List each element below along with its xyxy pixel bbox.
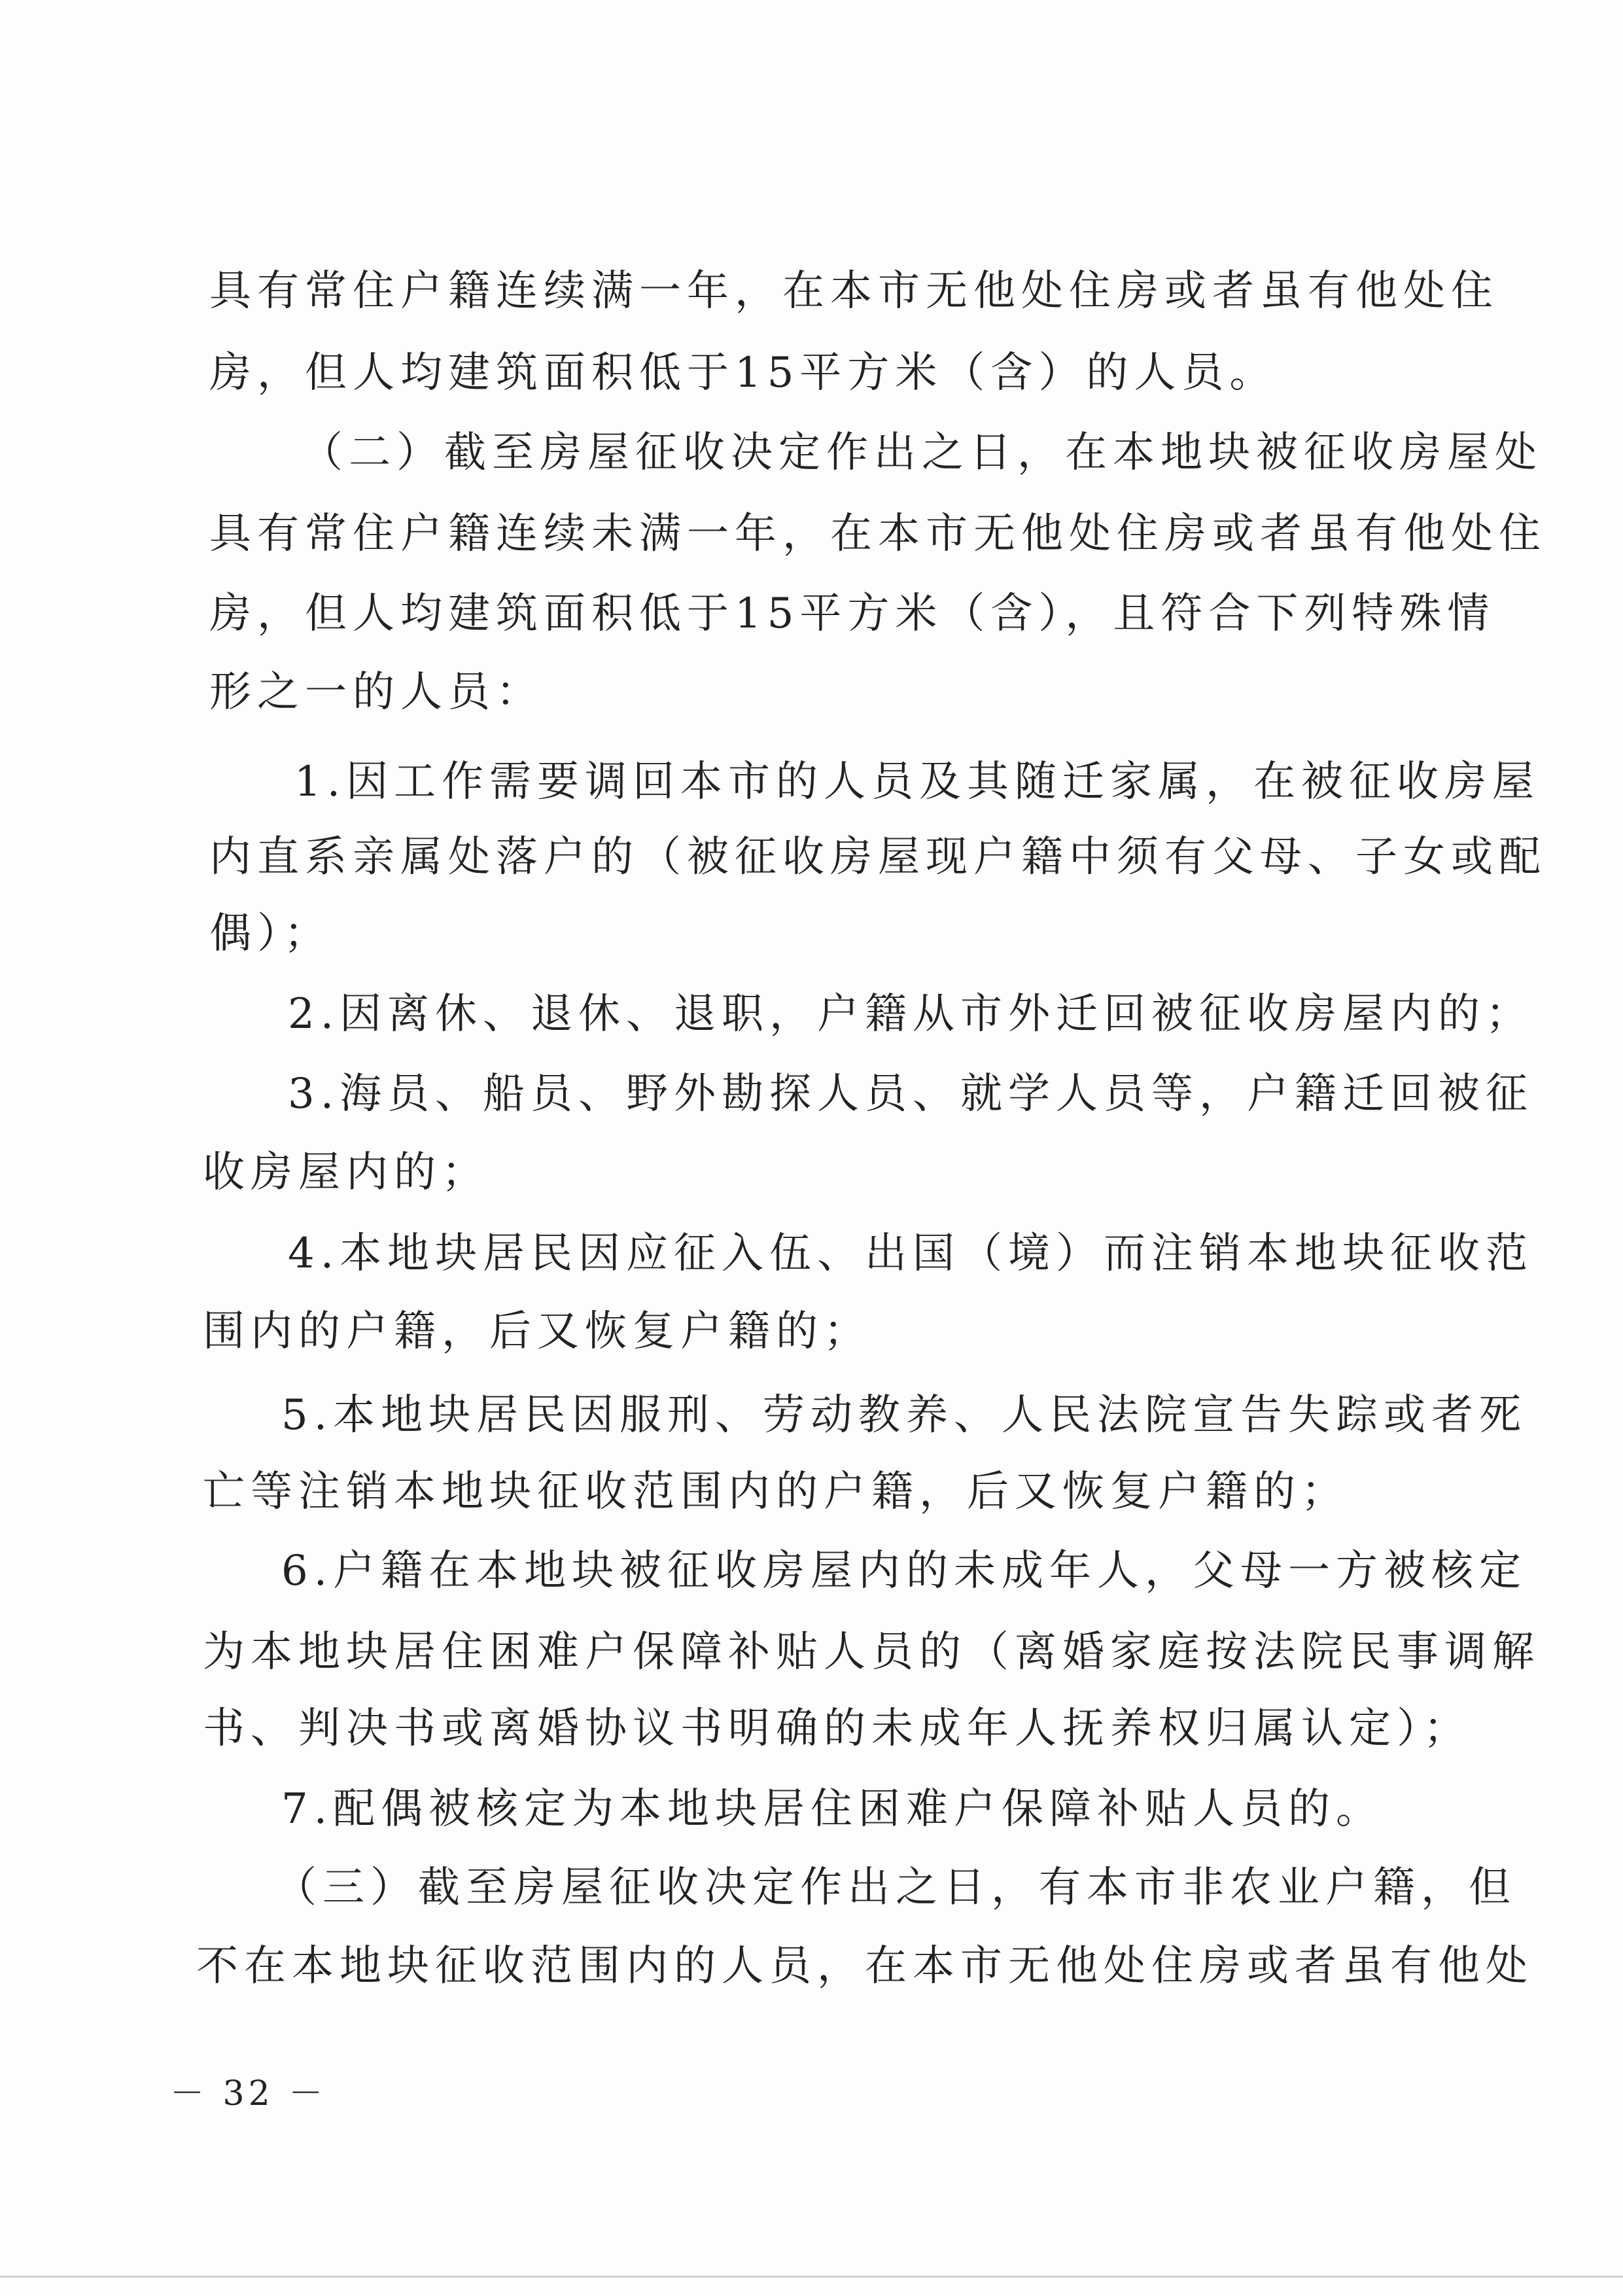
text-line-21: （三）截至房屋征收决定作出之日，有本市非农业户籍，但 — [275, 1863, 1516, 1912]
text-line-20: 7.配偶被核定为本地块居住困难户保障补贴人员的。 — [281, 1785, 1384, 1833]
text-line-11: 3.海员、船员、野外勘探人员、就学人员等，户籍迁回被征 — [288, 1070, 1534, 1118]
text-line-22: 不在本地块征收范围内的人员，在本市无他处住房或者虽有他处 — [196, 1942, 1533, 1990]
text-line-19: 书、判决书或离婚协议书明确的未成年人抚养权归属认定）； — [203, 1704, 1471, 1753]
scan-edge-line — [0, 2276, 1623, 2278]
text-line-8: 内直系亲属处落户的（被征收房屋现户籍中须有父母、子女或配 — [209, 833, 1546, 881]
text-line-1: 具有常住户籍连续满一年，在本市无他处住房或者虽有他处住 — [209, 267, 1499, 315]
text-line-9: 偶）； — [209, 910, 332, 958]
text-line-15: 5.本地块居民因服刑、劳动教养、人民法院宣告失踪或者死 — [281, 1391, 1527, 1439]
text-line-14: 围内的户籍，后又恢复户籍的； — [203, 1307, 871, 1356]
text-line-2: 房，但人均建筑面积低于15平方米（含）的人员。 — [209, 349, 1278, 397]
text-line-5: 房，但人均建筑面积低于15平方米（含），且符合下列特殊情 — [209, 590, 1495, 638]
text-line-13: 4.本地块居民因应征入伍、出国（境）而注销本地块征收范 — [288, 1229, 1534, 1278]
text-line-4: 具有常住户籍连续未满一年，在本市无他处住房或者虽有他处住 — [209, 510, 1546, 558]
text-line-3: （二）截至房屋征收决定作出之日，在本地块被征收房屋处 — [301, 429, 1543, 477]
page-number: － 32 － — [170, 2074, 327, 2113]
text-line-12: 收房屋内的； — [203, 1148, 489, 1197]
text-line-7: 1.因工作需要调回本市的人员及其随迁家属，在被征收房屋 — [294, 758, 1541, 806]
text-line-17: 6.户籍在本地块被征收房屋内的未成年人，父母一方被核定 — [281, 1547, 1527, 1595]
text-line-18: 为本地块居住困难户保障补贴人员的（离婚家庭按法院民事调解 — [203, 1628, 1540, 1676]
text-line-10: 2.因离休、退休、退职，户籍从市外迁回被征收房屋内的； — [288, 990, 1534, 1038]
text-line-6: 形之一的人员： — [209, 668, 544, 716]
text-line-16: 亡等注销本地块征收范围内的户籍，后又恢复户籍的； — [203, 1468, 1349, 1516]
